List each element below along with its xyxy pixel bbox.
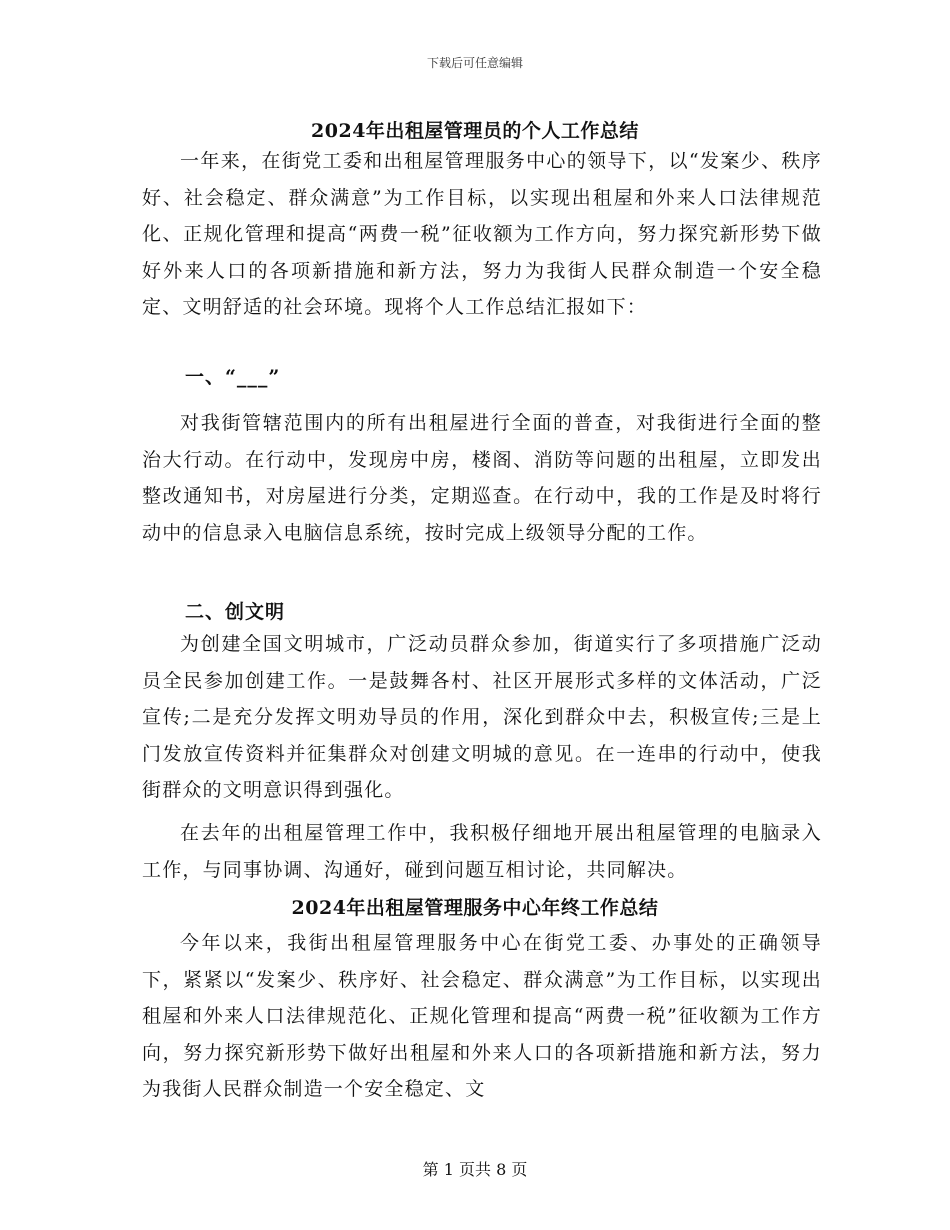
section1-block bbox=[142, 405, 822, 551]
doc1-title: 2024年出租屋管理员的个人工作总结 bbox=[311, 120, 639, 142]
doc1-intro-block bbox=[142, 143, 822, 326]
closing-paragraph: 在去年的出租屋管理工作中，我积极仔细地开展出租屋管理的电脑录入工作，与同事协调、沟通好，碰到问题互相讨论，共同解决。 bbox=[142, 822, 822, 881]
header-note: 下载后可任意编辑 bbox=[426, 56, 523, 70]
doc2-intro-block bbox=[142, 925, 822, 1108]
section1-heading: 一、“___” bbox=[185, 366, 281, 388]
doc2-title: 2024年出租屋管理服务中心年终工作总结 bbox=[291, 897, 659, 919]
closing-block bbox=[142, 815, 822, 888]
doc2-intro-paragraph: 今年以来，我街出租屋管理服务中心在街党工委、办事处的正确领导下，紧紧以“发案少、秩序好、社会稳定、群众满意”为工作目标，以实现出租屋和外来人口法律规范化、正规化管理和提高“两费一税”征收额为工作方向，努力探究新形势下做好出租屋和外来人口的各项新措施和新方法，努力为我街人民群众制造一个安全稳定、文 bbox=[142, 932, 822, 1100]
section2-paragraph: 为创建全国文明城市，广泛动员群众参加，街道实行了多项措施广泛动员全民参加创建工作。一是鼓舞各村、社区开展形式多样的文体活动，广泛宣传;二是充分发挥文明劝导员的作用，深化到群众中去，积极宣传;三是上门发放宣传资料并征集群众对创建文明城的意见。在一连串的行动中，使我街群众的文明意识得到强化。 bbox=[142, 633, 822, 801]
section2-block bbox=[142, 626, 822, 809]
page-footer: 第 1 页共 8 页 bbox=[422, 1160, 528, 1179]
section2-heading: 二、创文明 bbox=[185, 601, 286, 623]
section1-paragraph: 对我街管辖范围内的所有出租屋进行全面的普查，对我街进行全面的整治大行动。在行动中，发现房中房，楼阁、消防等问题的出租屋，立即发出整改通知书，对房屋进行分类，定期巡查。在行动中，我的工作是及时将行动中的信息录入电脑信息系统，按时完成上级领导分配的工作。 bbox=[142, 412, 822, 544]
doc1-intro-paragraph: 一年来，在街党工委和出租屋管理服务中心的领导下，以“发案少、秩序好、社会稳定、群众满意”为工作目标，以实现出租屋和外来人口法律规范化、正规化管理和提高“两费一税”征收额为工作方向，努力探究新形势下做好外来人口的各项新措施和新方法，努力为我街人民群众制造一个安全稳定、文明舒适的社会环境。现将个人工作总结汇报如下： bbox=[142, 150, 822, 318]
